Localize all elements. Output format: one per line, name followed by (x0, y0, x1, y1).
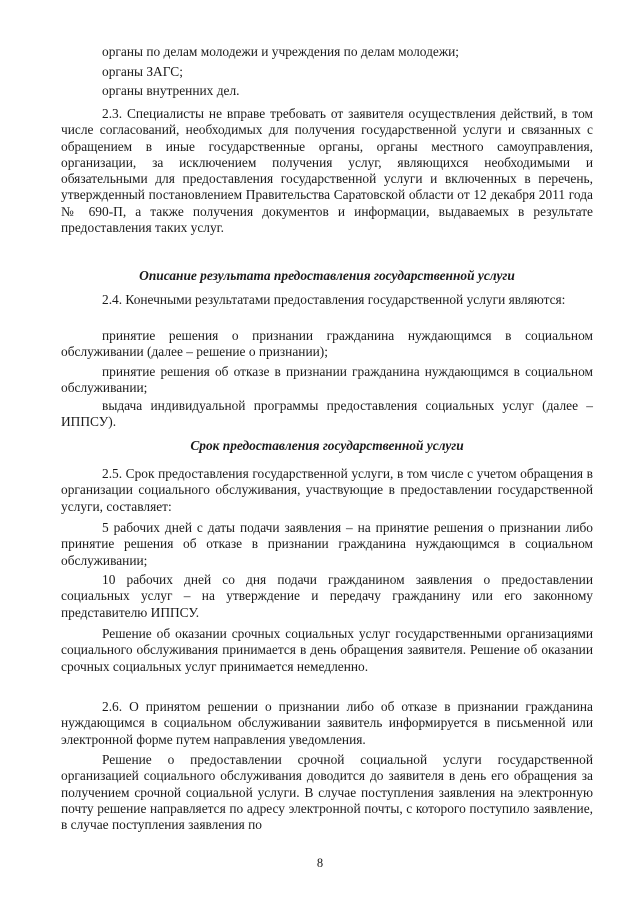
section-heading-term: Срок предоставления государственной услуги (190, 438, 464, 453)
list-item: органы внутренних дел. (102, 83, 240, 98)
list-item: органы ЗАГС; (102, 64, 183, 79)
paragraph-2-5-item: Решение об оказании срочных социальных услуг государственными организациями социального обслуживания принимается в день обращения заявителя. Решение об оказании срочных социальных услуг принимается немедленно. (61, 626, 593, 674)
paragraph-2-5-item: 10 рабочих дней со дня подачи гражданином заявления о предоставлении социальных услуг – на утверждение и передачу гражданину или его законному представителю ИППСУ. (61, 572, 593, 620)
paragraph-2-4-item: принятие решения об отказе в признании гражданина нуждающимся в социальном обслуживании; (61, 364, 593, 396)
paragraph-2-6: 2.6. О принятом решении о признании либо об отказе в признании гражданина нуждающимся в социальном обслуживании заявитель информируется в письменной или электронной форме путем направления уведомления. (61, 699, 593, 747)
list-item: органы по делам молодежи и учреждения по делам молодежи; (102, 44, 459, 59)
paragraph-2-3: 2.3. Специалисты не вправе требовать от заявителя осуществления действий, в том числе согласований, необходимых для получения государственной услуги и связанных с обращением в иные государственные органы, органы местного самоуправления, организации, за исключением получения услуг, являющихся необходимыми и обязательными для предоставления государственной услуги и включенных в перечень, утвержденный постановлением Правительства Саратовской области от 12 декабря 2011 года № 690-П, а также получения документов и информации, выдаваемых в результате предоставления таких услуг. (61, 106, 593, 236)
paragraph-2-4: 2.4. Конечными результатами предоставления государственной услуги являются: (102, 292, 566, 307)
paragraph-2-4-item: выдача индивидуальной программы предоставления социальных услуг (далее – ИППСУ). (61, 398, 593, 430)
paragraph-2-6-item: Решение о предоставлении срочной социальной услуги государственной организацией социального обслуживания доводится до заявителя в день его обращения за получением срочной социальной услуги. В случае поступления заявления на электронную почту решение направляется по адресу электронной почты, с которого поступило заявление, в случае поступления заявления по (61, 752, 593, 833)
page-number: 8 (316, 856, 324, 870)
paragraph-2-4-item: принятие решения о признании гражданина нуждающимся в социальном обслуживании (далее – решение о признании); (61, 328, 593, 360)
paragraph-2-5-item: 5 рабочих дней с даты подачи заявления – на принятие решения о признании либо принятие решения об отказе в признании гражданина нуждающимся в социальном обслуживании; (61, 520, 593, 568)
section-heading-result: Описание результата предоставления государственной услуги (139, 268, 515, 283)
paragraph-2-5: 2.5. Срок предоставления государственной услуги, в том числе с учетом обращения в организации социального обслуживания, участвующие в предоставлении государственной услуги, составляет: (61, 466, 593, 514)
